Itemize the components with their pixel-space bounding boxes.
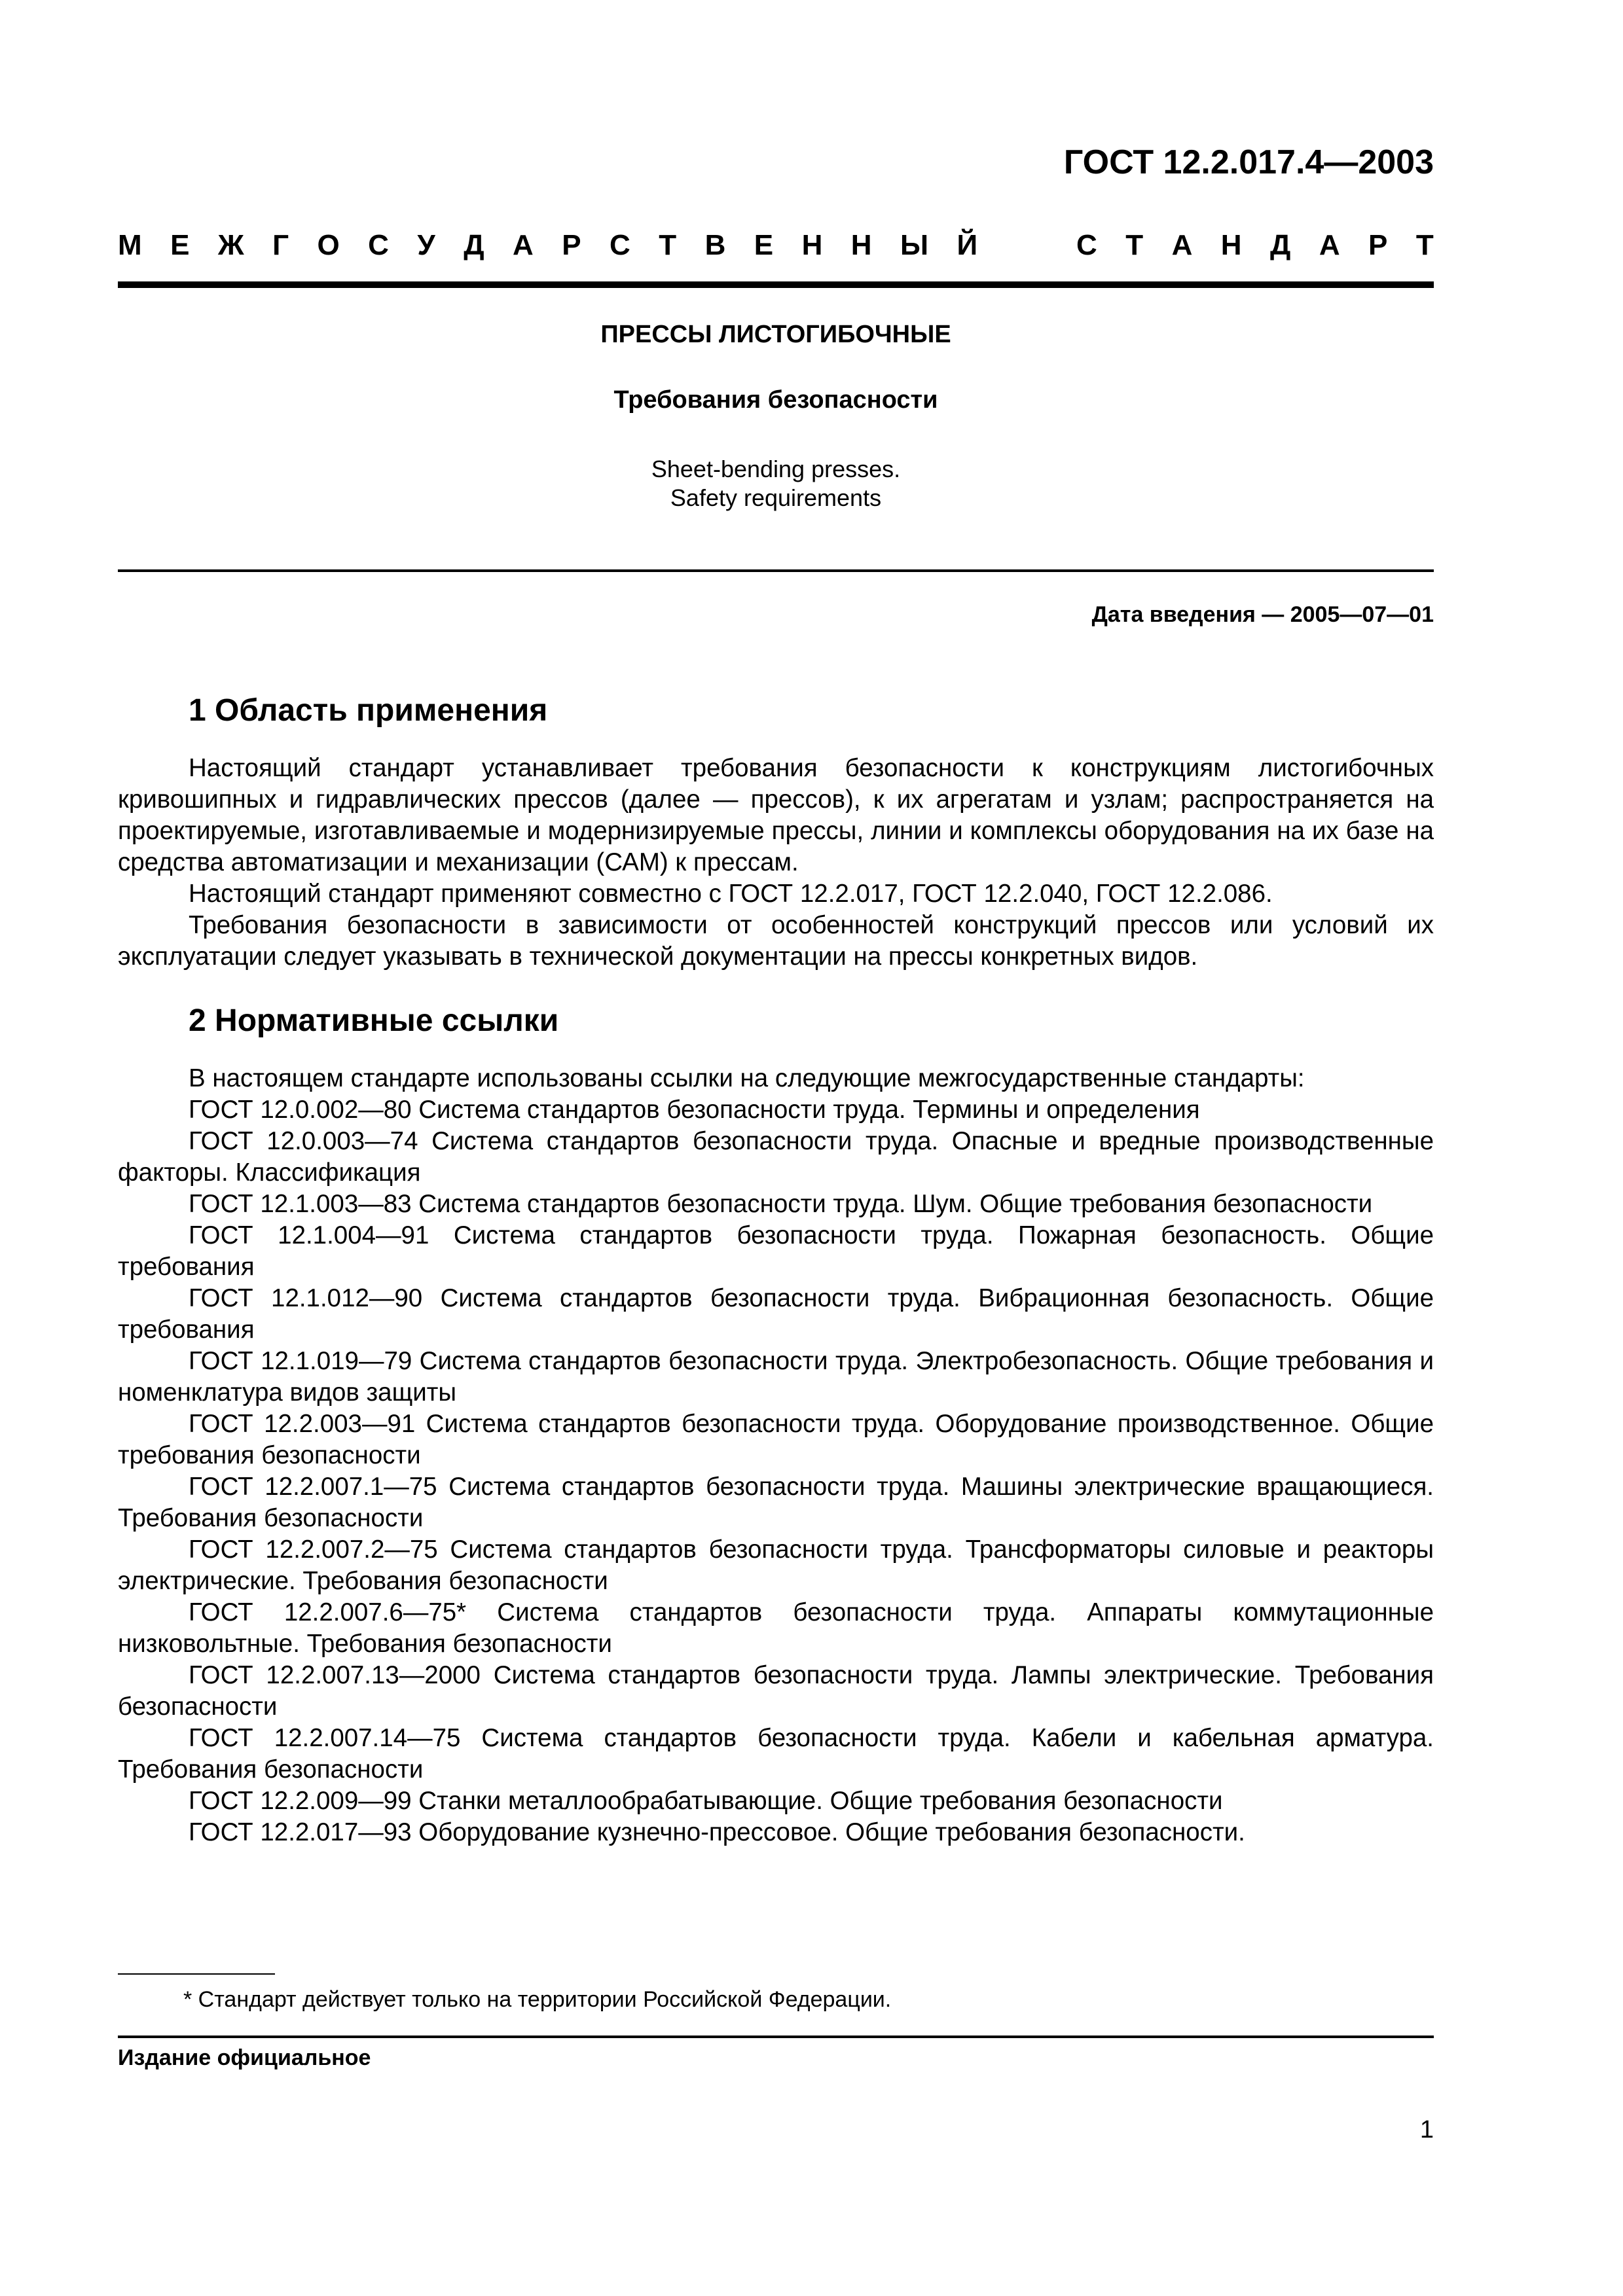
standard-type-letter: А	[1319, 229, 1340, 261]
reference-item: ГОСТ 12.2.007.6—75* Система стандартов безопасности труда. Аппараты коммутационные низковольтные. Требования безопасности	[118, 1598, 1434, 1658]
section-1-paragraph: Настоящий стандарт устанавливает требования безопасности к конструкциям листогибочных кривошипных и гидравлических прессов (далее — прессов), к их агрегатам и узлам; распространяется на проектируемые, изготавливаемые и модернизируемые прессы, линии и комплексы оборудования на их базе на средства автоматизации и механизации (САМ) к прессам.	[118, 754, 1434, 876]
standard-type-letter: Т	[1415, 229, 1434, 261]
section-2-heading: 2 Нормативные ссылки	[189, 1003, 559, 1038]
publication-label: Издание официальное	[118, 2045, 371, 2070]
standard-type-letter: Д	[464, 229, 484, 261]
reference-item: ГОСТ 12.2.007.2—75 Система стандартов безопасности труда. Трансформаторы силовые и реакторы электрические. Требования безопасности	[118, 1535, 1434, 1595]
standard-type-letter: О	[317, 229, 340, 261]
standard-type-letter: Ы	[900, 229, 929, 261]
reference-item: ГОСТ 12.2.017—93 Оборудование кузнечно-прессовое. Общие требования безопасности.	[189, 1818, 1245, 1846]
section-2-body	[118, 1063, 1434, 1848]
section-2-intro: В настоящем стандарте использованы ссылки на следующие межгосударственные стандарты:	[189, 1064, 1305, 1092]
standard-type-letter: Й	[957, 229, 978, 261]
standard-type-letter: С	[368, 229, 389, 261]
document-title: ПРЕССЫ ЛИСТОГИБОЧНЫЕ	[600, 321, 951, 348]
section-1-paragraph: Настоящий стандарт применяют совместно с ГОСТ 12.2.017, ГОСТ 12.2.040, ГОСТ 12.2.086.	[189, 880, 1273, 908]
standard-type-letter: В	[704, 229, 726, 261]
standard-type-letter: Р	[1368, 229, 1388, 261]
standard-type-letter: Е	[170, 229, 190, 261]
reference-item: ГОСТ 12.2.007.13—2000 Система стандартов безопасности труда. Лампы электрические. Требования безопасности	[118, 1661, 1434, 1721]
publication-rule	[118, 2036, 1434, 2038]
standard-type-letter: С	[1076, 229, 1097, 261]
section-1-body	[118, 753, 1434, 973]
standard-type-letter: У	[417, 229, 435, 261]
document-subtitle: Требования безопасности	[613, 386, 938, 414]
reference-item: ГОСТ 12.2.007.14—75 Система стандартов безопасности труда. Кабели и кабельная арматура. Требования безопасности	[118, 1724, 1434, 1784]
standard-type-letter: С	[610, 229, 630, 261]
english-title-line1: Sheet-bending presses.	[651, 456, 901, 482]
reference-item: ГОСТ 12.2.003—91 Система стандартов безопасности труда. Оборудование производственное. Общие требования безопасности	[118, 1410, 1434, 1469]
standard-type-letter: Н	[1220, 229, 1242, 261]
page-number: 1	[1419, 2116, 1434, 2144]
standard-type-letter: Г	[272, 229, 289, 261]
standard-type-letter: Р	[562, 229, 581, 261]
footnote-rule	[118, 1973, 275, 1975]
reference-item: ГОСТ 12.0.002—80 Система стандартов безопасности труда. Термины и определения	[189, 1096, 1200, 1124]
word-gap	[1006, 229, 1048, 262]
reference-item: ГОСТ 12.1.012—90 Система стандартов безопасности труда. Вибрационная безопасность. Общие требования	[118, 1284, 1434, 1344]
reference-item: ГОСТ 12.1.019—79 Система стандартов безопасности труда. Электробезопасность. Общие требования и номенклатура видов защиты	[118, 1347, 1434, 1407]
introduction-date: Дата введения — 2005—07—01	[1091, 602, 1434, 627]
standard-type-letter: Ж	[217, 229, 244, 261]
standard-type-letter: Т	[1125, 229, 1144, 261]
standard-number: ГОСТ 12.2.017.4—2003	[1063, 143, 1434, 181]
standard-type-heading	[118, 229, 1434, 262]
section-1-paragraph: Требования безопасности в зависимости от особенностей конструкций прессов или условий их эксплуатации следует указывать в технической документации на прессы конкретных видов.	[118, 911, 1434, 971]
title-rule	[118, 569, 1434, 572]
reference-item: ГОСТ 12.1.003—83 Система стандартов безопасности труда. Шум. Общие требования безопасности	[189, 1190, 1373, 1218]
english-title	[118, 455, 1434, 512]
standard-type-letter: А	[513, 229, 534, 261]
reference-item: ГОСТ 12.2.007.1—75 Система стандартов безопасности труда. Машины электрические вращающиеся. Требования безопасности	[118, 1473, 1434, 1532]
header-rule	[118, 281, 1434, 288]
standard-type-letter: А	[1171, 229, 1193, 261]
reference-item: ГОСТ 12.0.003—74 Система стандартов безопасности труда. Опасные и вредные производственные факторы. Классификация	[118, 1127, 1434, 1187]
reference-item: ГОСТ 12.2.009—99 Станки металлообрабатывающие. Общие требования безопасности	[189, 1787, 1223, 1815]
standard-type-letter: Н	[850, 229, 872, 261]
reference-item: ГОСТ 12.1.004—91 Система стандартов безопасности труда. Пожарная безопасность. Общие требования	[118, 1221, 1434, 1281]
standard-type-letter: Т	[659, 229, 677, 261]
english-title-line2: Safety requirements	[670, 484, 882, 511]
standard-type-letter: М	[118, 229, 142, 261]
standard-type-letter: Д	[1270, 229, 1291, 261]
section-1-heading: 1 Область применения	[189, 693, 548, 728]
standard-type-letter: Н	[801, 229, 823, 261]
footnote: * Стандарт действует только на территории Российской Федерации.	[183, 1987, 892, 2012]
standard-type-letter: Е	[754, 229, 774, 261]
